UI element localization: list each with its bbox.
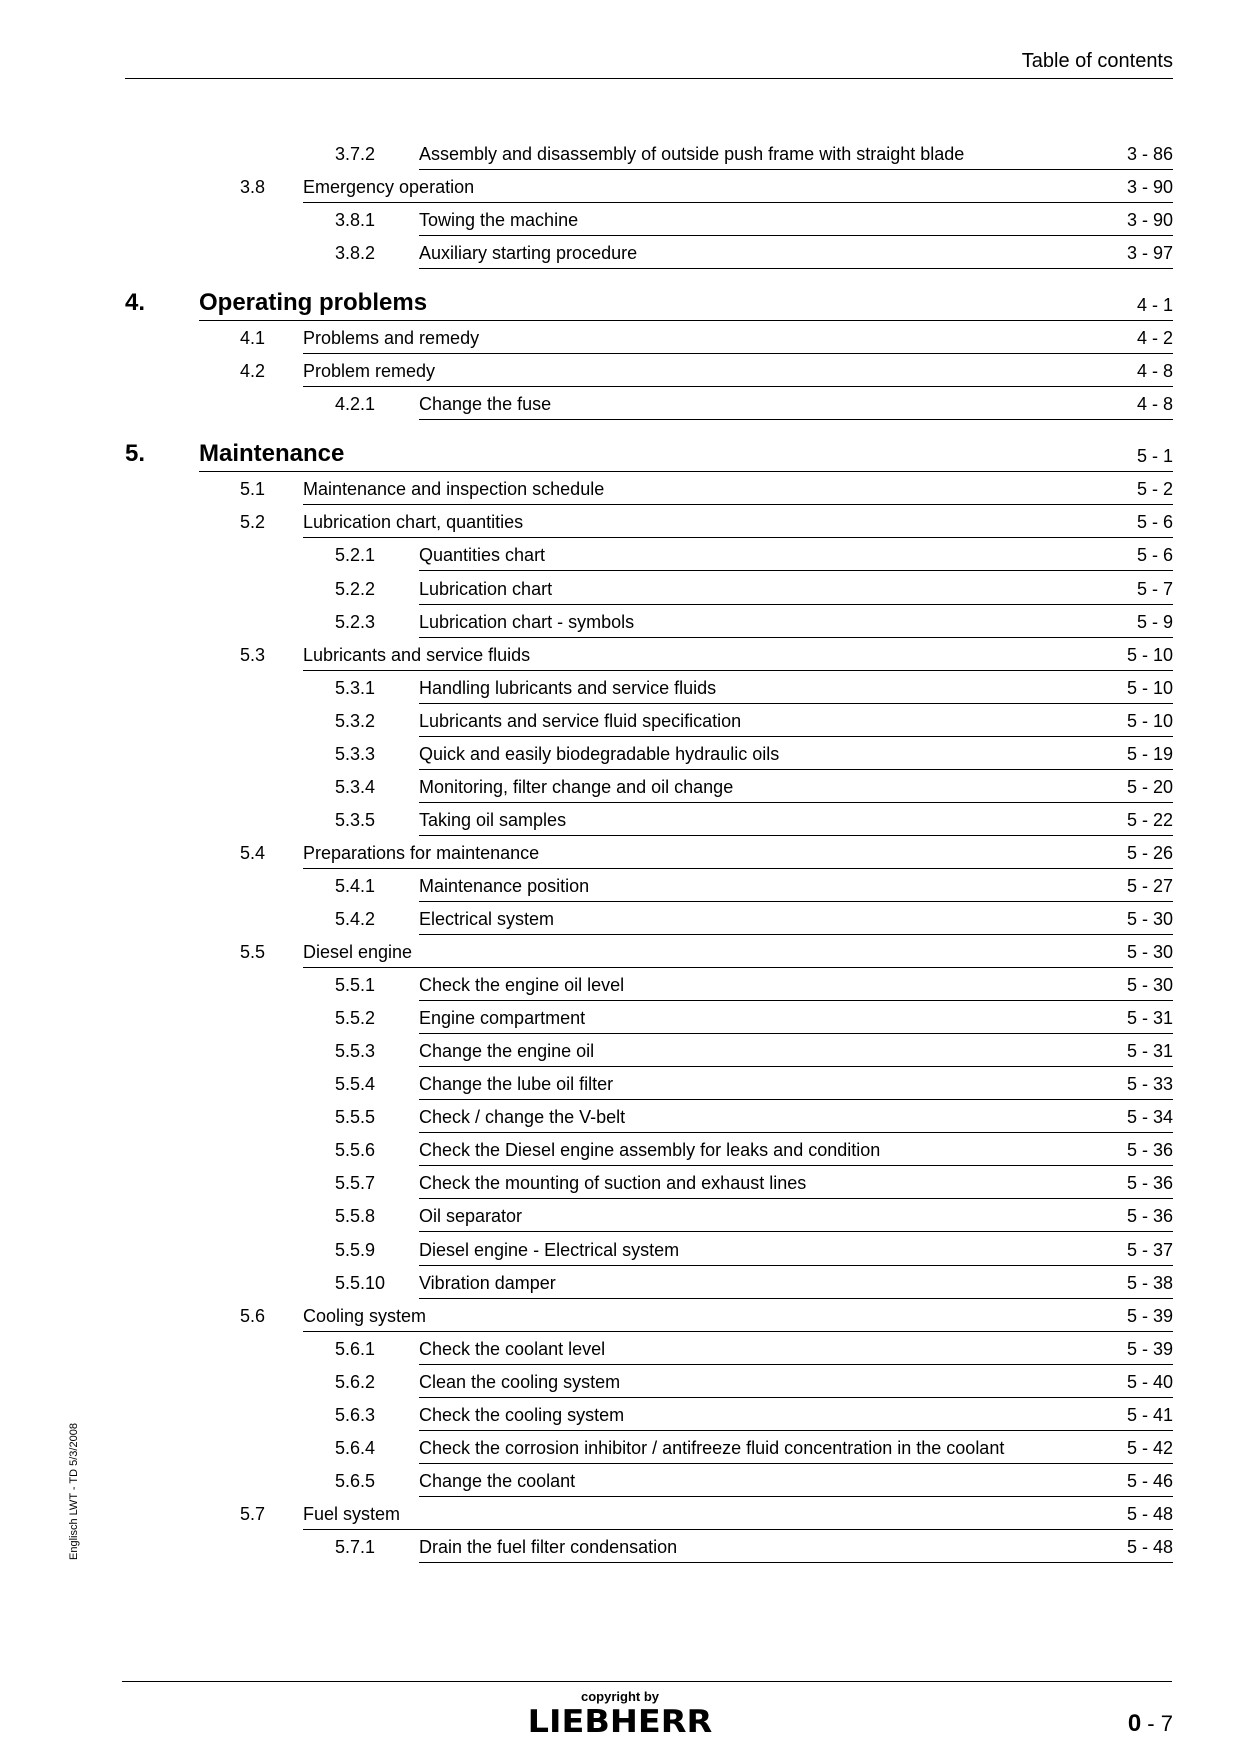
toc-entry[interactable] [0,1199,1241,1232]
toc-entry-page: 5 - 27 [1126,875,1173,896]
toc-entry[interactable] [0,770,1241,803]
toc-entry[interactable] [0,321,1241,354]
toc-entry-number: 4.2.1 [335,394,376,415]
toc-entry-number: 5.6.2 [335,1371,376,1392]
toc-entry[interactable] [0,1299,1241,1332]
toc-entry-number: 5.6.3 [335,1404,376,1425]
toc-entry-title: Handling lubricants and service fluids [419,677,717,698]
toc-entry[interactable] [0,472,1241,505]
toc-entry[interactable] [0,137,1241,170]
toc-entry[interactable] [0,1001,1241,1034]
toc-entry-page: 5 - 20 [1126,776,1173,797]
toc-entry[interactable] [0,902,1241,935]
toc-entry-number: 5.2.2 [335,578,376,599]
toc-entry-number: 5.3 [240,644,266,665]
toc-entry-title: Drain the fuel filter condensation [419,1536,678,1557]
toc-entry-title: Check / change the V-belt [419,1107,626,1128]
toc-entry[interactable] [0,803,1241,836]
toc-entry-page: 5 - 10 [1126,644,1173,665]
toc-entry-title: Lubrication chart [419,578,553,599]
toc-entry[interactable] [0,387,1241,420]
toc-entry-title: Diesel engine [303,942,413,963]
toc-entry-title: Monitoring, filter change and oil change [419,776,734,797]
toc-entry-page: 5 - 37 [1126,1239,1173,1260]
toc-entry[interactable] [0,1530,1241,1563]
toc-entry-page: 5 - 42 [1126,1437,1173,1458]
toc-entry-page: 5 - 31 [1126,1041,1173,1062]
toc-entry-number: 3.8.1 [335,210,376,231]
toc-entry-number: 5.5.5 [335,1107,376,1128]
toc-entry[interactable] [0,170,1241,203]
toc-entry[interactable] [0,638,1241,671]
toc-entry-page: 5 - 30 [1126,942,1173,963]
toc-entry-title: Maintenance [199,440,345,468]
toc-entry-page: 5 - 10 [1126,677,1173,698]
toc-entry[interactable] [0,1497,1241,1530]
toc-entry-page: 5 - 19 [1126,743,1173,764]
toc-entry-number: 5.5.7 [335,1173,376,1194]
page-separator: - [1141,1711,1161,1736]
toc-entry-title: Lubrication chart - symbols [419,611,635,632]
toc-entry-page: 5 - 7 [1136,578,1173,599]
toc-entry-title: Preparations for maintenance [303,842,540,863]
toc-entry-number: 4.1 [240,328,266,349]
toc-entry-title: Taking oil samples [419,809,567,830]
toc-entry[interactable] [0,1332,1241,1365]
toc-entry-number: 5.3.5 [335,809,376,830]
toc-entry-title: Check the coolant level [419,1338,606,1359]
toc-entry-title: Problem remedy [303,361,436,382]
toc-entry-title: Towing the machine [419,210,579,231]
toc-entry-number: 5.5.1 [335,975,376,996]
toc-entry-number: 5.5.4 [335,1074,376,1095]
toc-entry[interactable] [0,1266,1241,1299]
toc-entry-page: 5 - 34 [1126,1107,1173,1128]
toc-entry-number: 5.7 [240,1503,266,1524]
toc-entry[interactable] [0,737,1241,770]
toc-entry[interactable] [0,203,1241,236]
toc-entry[interactable] [0,1398,1241,1431]
toc-entry[interactable] [0,671,1241,704]
toc-entry-title: Auxiliary starting procedure [419,243,638,264]
toc-entry-title: Check the corrosion inhibitor / antifreeze fluid concentration in the coolant [419,1437,1005,1458]
toc-entry-page: 5 - 40 [1126,1371,1173,1392]
toc-entry-number: 4.2 [240,361,266,382]
toc-entry-title: Check the engine oil level [419,975,625,996]
toc-entry-number: 5.5 [240,942,266,963]
toc-entry-title: Change the lube oil filter [419,1074,614,1095]
toc-entry[interactable] [0,836,1241,869]
toc-entry-number: 5.2 [240,512,266,533]
toc-entry-title: Lubricants and service fluid specification [419,710,742,731]
toc-entry-page: 4 - 8 [1136,361,1173,382]
toc-entry[interactable] [0,1166,1241,1199]
toc-entry-number: 5.5.10 [335,1272,386,1293]
toc-entry-page: 4 - 2 [1136,328,1173,349]
toc-entry[interactable] [0,1464,1241,1497]
toc-entry-number: 5.7.1 [335,1536,376,1557]
toc-entry-number: 5.5.3 [335,1041,376,1062]
toc-entry-page: 5 - 22 [1126,809,1173,830]
toc-entry[interactable] [0,1133,1241,1166]
toc-entry-title: Clean the cooling system [419,1371,621,1392]
toc-entry[interactable] [0,572,1241,605]
toc-entry-title: Assembly and disassembly of outside push frame with straight blade [419,144,965,164]
page-number [1128,1710,1173,1738]
toc-entry-rule [419,268,1173,269]
toc-entry-page: 5 - 39 [1126,1305,1173,1326]
toc-entry-title: Fuel system [303,1503,401,1524]
toc-entry[interactable] [0,283,1241,321]
toc-entry[interactable] [0,605,1241,638]
toc-entry-number: 5.1 [240,479,266,500]
toc-entry-number: 5.5.9 [335,1239,376,1260]
toc-entry-title: Oil separator [419,1206,523,1227]
toc-entry-number: 5.5.6 [335,1140,376,1161]
toc-entry-title: Lubrication chart, quantities [303,512,524,533]
toc-entry-number: 3.8 [240,177,266,198]
toc-entry-title: Maintenance and inspection schedule [303,479,605,500]
toc-entry[interactable] [0,1233,1241,1266]
toc-entry-page: 4 - 1 [1136,295,1173,316]
toc-entry-number: 5.3.2 [335,710,376,731]
toc-entry-number: 5.4.2 [335,909,376,929]
toc-entry-page: 5 - 26 [1126,842,1173,863]
toc-entry[interactable] [0,869,1241,902]
toc-entry-number: 5.3.3 [335,743,376,764]
footer-rule [122,1681,1172,1682]
toc-entry[interactable] [0,1100,1241,1133]
toc-entry-number: 5.6.1 [335,1338,376,1359]
toc-entry-page: 5 - 31 [1126,1008,1173,1029]
toc-entry-number: 5. [125,440,146,468]
toc-entry-title: Change the coolant [419,1470,576,1491]
copyright-label: copyright by [580,1689,659,1704]
toc-entry-title: Maintenance position [419,875,590,896]
toc-entry-page: 5 - 36 [1126,1173,1173,1194]
side-note: Englisch LWT - TD 5/3/2008 [68,1423,80,1560]
toc-entry-page: 5 - 41 [1126,1404,1173,1425]
toc-entry[interactable] [0,505,1241,538]
toc-entry-page: 3 - 97 [1126,243,1173,264]
toc-entry-title: Engine compartment [419,1008,586,1029]
toc-entry[interactable] [0,434,1241,472]
toc-entry-number: 5.3.4 [335,776,376,797]
toc-entry-title: Quick and easily biodegradable hydraulic oils [419,743,780,764]
toc-entry-page: 5 - 1 [1136,446,1173,467]
toc-entry-rule [419,419,1173,420]
toc-entry-page: 5 - 36 [1126,1140,1173,1161]
toc-entry-page: 5 - 30 [1126,909,1173,929]
page-num: 7 [1160,1711,1173,1736]
toc-entry-page: 5 - 39 [1126,1338,1173,1359]
toc-entry-number: 5.3.1 [335,677,376,698]
toc-entry-number: 5.5.8 [335,1206,376,1227]
toc-entry-number: 3.8.2 [335,243,376,264]
toc-entry-page: 5 - 48 [1126,1503,1173,1524]
toc-entry[interactable] [0,236,1241,269]
toc-entry-title: Change the engine oil [419,1041,595,1062]
toc-entry[interactable] [0,968,1241,1001]
toc-entry-title: Cooling system [303,1305,427,1326]
toc-entry-title: Emergency operation [303,177,475,198]
toc-entry[interactable] [0,1067,1241,1100]
toc-entry-page: 3 - 90 [1126,210,1173,231]
toc-entry-page: 5 - 33 [1126,1074,1173,1095]
header-rule [125,78,1173,79]
toc-entry-page: 5 - 6 [1136,512,1173,533]
toc-entry-page: 5 - 38 [1126,1272,1173,1293]
toc-entry-number: 5.6.5 [335,1470,376,1491]
toc-entry-title: Electrical system [419,909,555,929]
toc-entry-number: 5.6.4 [335,1437,376,1458]
toc-entry-number: 5.5.2 [335,1008,376,1029]
toc-entry-page: 5 - 46 [1126,1470,1173,1491]
toc-entry-page: 4 - 8 [1136,394,1173,415]
toc-entry-number: 5.2.1 [335,545,376,566]
toc-entry[interactable] [0,538,1241,571]
toc-entry-number: 4. [125,289,146,317]
toc-entry-title: Vibration damper [419,1272,556,1293]
toc-entry-title: Check the mounting of suction and exhaust lines [419,1173,807,1194]
toc-entry[interactable] [0,1034,1241,1067]
toc-entry-rule [419,1562,1173,1563]
toc-entry-title: Diesel engine - Electrical system [419,1239,680,1260]
toc-entry-number: 5.6 [240,1305,266,1326]
toc-entry-page: 5 - 48 [1126,1536,1173,1557]
toc-entry[interactable] [0,704,1241,737]
toc-entry-number: 5.4.1 [335,875,376,896]
toc-entry-title: Quantities chart [419,545,546,566]
toc-entry-page: 5 - 30 [1126,975,1173,996]
toc-entry-title: Operating problems [199,289,428,317]
toc-entry-page: 5 - 6 [1136,545,1173,566]
toc-entry[interactable] [0,1431,1241,1464]
toc-entry-title: Check the Diesel engine assembly for leaks and condition [419,1140,881,1161]
toc-entry[interactable] [0,1365,1241,1398]
toc-entry-page: 3 - 86 [1126,144,1173,164]
toc-entry-number: 5.2.3 [335,611,376,632]
toc-entry-title: Change the fuse [419,394,552,415]
liebherr-logo: LIEBHERR [527,1704,713,1740]
toc-entry-page: 5 - 36 [1126,1206,1173,1227]
toc-entry[interactable] [0,935,1241,968]
header-title: Table of contents [1021,50,1173,72]
toc-entry-page: 5 - 9 [1136,611,1173,632]
page-chapter: 0 [1127,1710,1142,1737]
toc-entry-title: Problems and remedy [303,328,480,349]
toc-entry[interactable] [0,354,1241,387]
toc-entry-page: 5 - 10 [1126,710,1173,731]
toc-entry-page: 3 - 90 [1126,177,1173,198]
toc-entry-title: Check the cooling system [419,1404,625,1425]
toc-entry-number: 3.7.2 [335,144,376,164]
toc-entry-title: Lubricants and service fluids [303,644,531,665]
toc-entry-number: 5.4 [240,842,266,863]
toc-entry-page: 5 - 2 [1136,479,1173,500]
